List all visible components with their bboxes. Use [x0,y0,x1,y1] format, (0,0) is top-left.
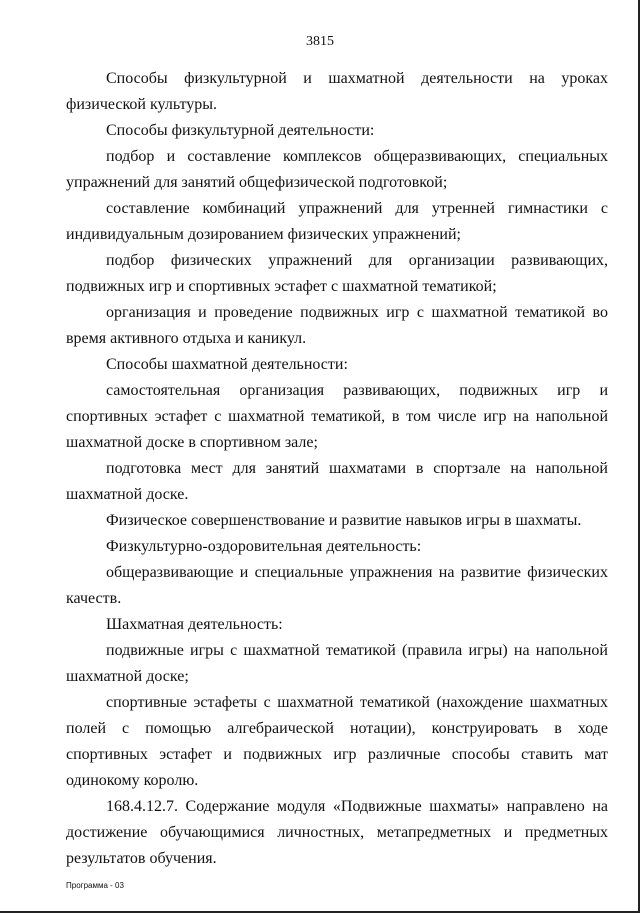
paragraph-5: подбор физических упражнений для организации развивающих, подвижных игр и спортивных эстафет с шахматной тематикой; [66,252,608,295]
page-number: 3815 [306,34,334,49]
document-body [66,66,608,872]
paragraph-7: Способы шахматной деятельности: [106,356,348,373]
paragraph-11: Физкультурно-оздоровительная деятельность: [106,538,422,555]
paragraph-6: организация и проведение подвижных игр с шахматной тематикой во время активного отдыха и каникул. [66,304,608,347]
footer-program-label: Программа - 03 [66,881,124,890]
paragraph-14: подвижные игры с шахматной тематикой (правила игры) на напольной шахматной доске; [66,642,608,685]
paragraph-1: Способы физкультурной и шахматной деятельности на уроках физической культуры. [66,70,608,113]
paragraph-16: 168.4.12.7. Содержание модуля «Подвижные шахматы» направлено на достижение обучающимися личностных, метапредметных и предметных результатов обучения. [66,798,608,867]
paragraph-2: Способы физкультурной деятельности: [106,122,375,139]
paragraph-13: Шахматная деятельность: [106,616,283,633]
paragraph-4: составление комбинаций упражнений для утренней гимнастики с индивидуальным дозированием физических упражнений; [66,200,608,243]
paragraph-15: спортивные эстафеты с шахматной тематикой (нахождение шахматных полей с помощью алгебраической нотации), конструировать в ходе спортивных эстафет и подвижных игр различные способы ставить мат одинокому королю. [66,694,608,789]
paragraph-10: Физическое совершенствование и развитие навыков игры в шахматы. [106,512,582,529]
paragraph-12: общеразвивающие и специальные упражнения на развитие физических качеств. [66,564,608,607]
paragraph-3: подбор и составление комплексов общеразвивающих, специальных упражнений для занятий общефизической подготовкой; [66,148,608,191]
paragraph-9: подготовка мест для занятий шахматами в спортзале на напольной шахматной доске. [66,460,608,503]
paragraph-8: самостоятельная организация развивающих, подвижных игр и спортивных эстафет с шахматной тематикой, в том числе игр на напольной шахматной доске в спортивном зале; [66,382,608,451]
